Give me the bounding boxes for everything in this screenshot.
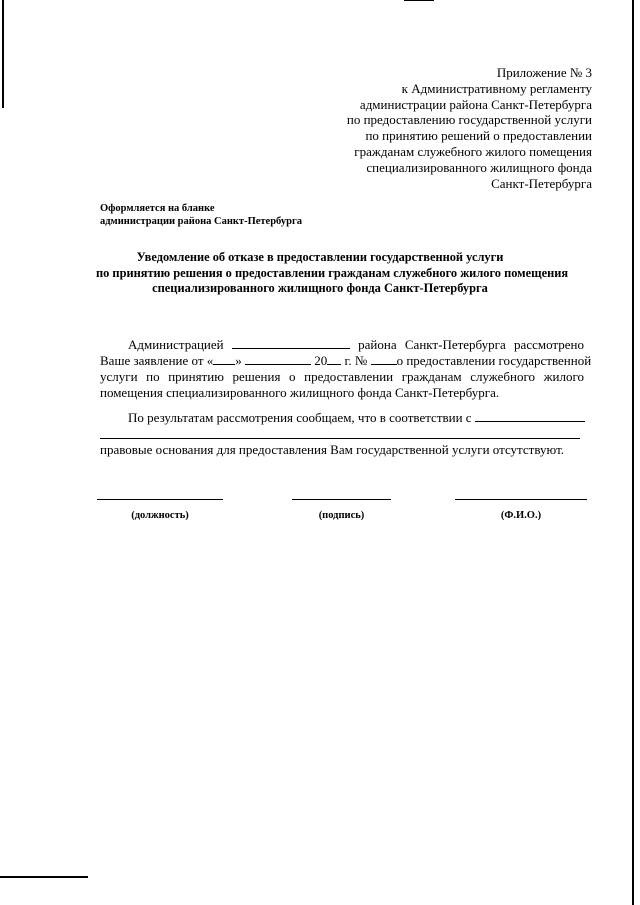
text-spb: Санкт-Петербурга (404, 337, 506, 352)
text-about-service: о предоставлении государственной (396, 353, 592, 368)
word: жилого (543, 369, 584, 384)
paragraph-result-line3: правовые основания для предоставления Вам государственной услуги отсутствуют. (100, 442, 565, 457)
title-line: по принятию решения о предоставлении гражданам служебного жилого помещения (96, 265, 569, 280)
application-date-group (100, 353, 397, 369)
text-reviewed: рассмотрено (514, 337, 584, 352)
paragraph-review-line2 (100, 353, 592, 369)
signature-line-signature[interactable] (292, 499, 391, 500)
text-administration: Администрацией (128, 337, 224, 352)
appendix-line: по принятию решений о предоставлении (365, 128, 592, 144)
text-result-intro: По результатам рассмотрения сообщаем, что в соответствии с (128, 410, 472, 425)
appendix-line: Санкт-Петербурга (491, 175, 592, 191)
document-title (96, 250, 569, 297)
word: услуги (100, 369, 138, 384)
appendix-line: по предоставлению государственной услуги (346, 112, 592, 128)
appendix-line: Приложение № 3 (496, 65, 592, 80)
text-application-from: Ваше заявление от « (100, 353, 214, 368)
scan-edge-right (632, 0, 634, 905)
blank-number[interactable] (371, 353, 397, 365)
label-position: (должность) (131, 510, 189, 521)
appendix-header (272, 65, 592, 191)
appendix-line: гражданам служебного жилого помещения (354, 143, 592, 159)
letterhead-note (100, 202, 302, 228)
paragraph-review-line4: помещения специализированного жилищного фонда Санкт-Петербурга. (100, 385, 500, 400)
scan-mark-bottom (0, 876, 88, 878)
appendix-line: администрации района Санкт-Петербурга (359, 96, 592, 112)
appendix-line: специализированного жилищного фонда (366, 159, 592, 175)
scan-mark-top (404, 0, 434, 1)
word: решения (232, 369, 281, 384)
blank-legal-basis-continuation[interactable] (100, 438, 580, 439)
text-district: района (358, 337, 397, 352)
blank-district-name[interactable] (232, 337, 350, 349)
text-quote-close: » (235, 353, 242, 368)
title-line: специализированного жилищного фонда Санкт-Петербурга (152, 281, 488, 295)
signature-line-name[interactable] (455, 499, 587, 500)
label-signature: (подпись) (318, 510, 365, 521)
word: гражданам (401, 369, 462, 384)
signature-line-position[interactable] (97, 499, 223, 500)
paragraph-result-line1 (128, 410, 584, 426)
blank-year[interactable] (327, 353, 341, 365)
paragraph-review-line1 (128, 337, 584, 353)
appendix-line: к Административному регламенту (401, 80, 592, 96)
word: служебного (470, 369, 535, 384)
text-number: г. № (344, 353, 368, 368)
letterhead-note-line: Оформляется на бланке (100, 203, 215, 214)
word: по (146, 369, 160, 384)
paragraph-review-line3 (100, 369, 584, 385)
word: о (289, 369, 296, 384)
word: принятию (168, 369, 224, 384)
title-line: Уведомление об отказе в предоставлении государственной услуги (136, 250, 504, 264)
letterhead-note-line: администрации района Санкт-Петербурга (100, 216, 303, 227)
scan-edge-left (2, 0, 4, 108)
label-name: (Ф.И.О.) (500, 510, 542, 521)
blank-month[interactable] (245, 353, 311, 365)
blank-day[interactable] (213, 353, 235, 365)
word: предоставлении (304, 369, 394, 384)
text-year-prefix: 20 (314, 353, 328, 368)
blank-legal-basis[interactable] (475, 410, 585, 422)
